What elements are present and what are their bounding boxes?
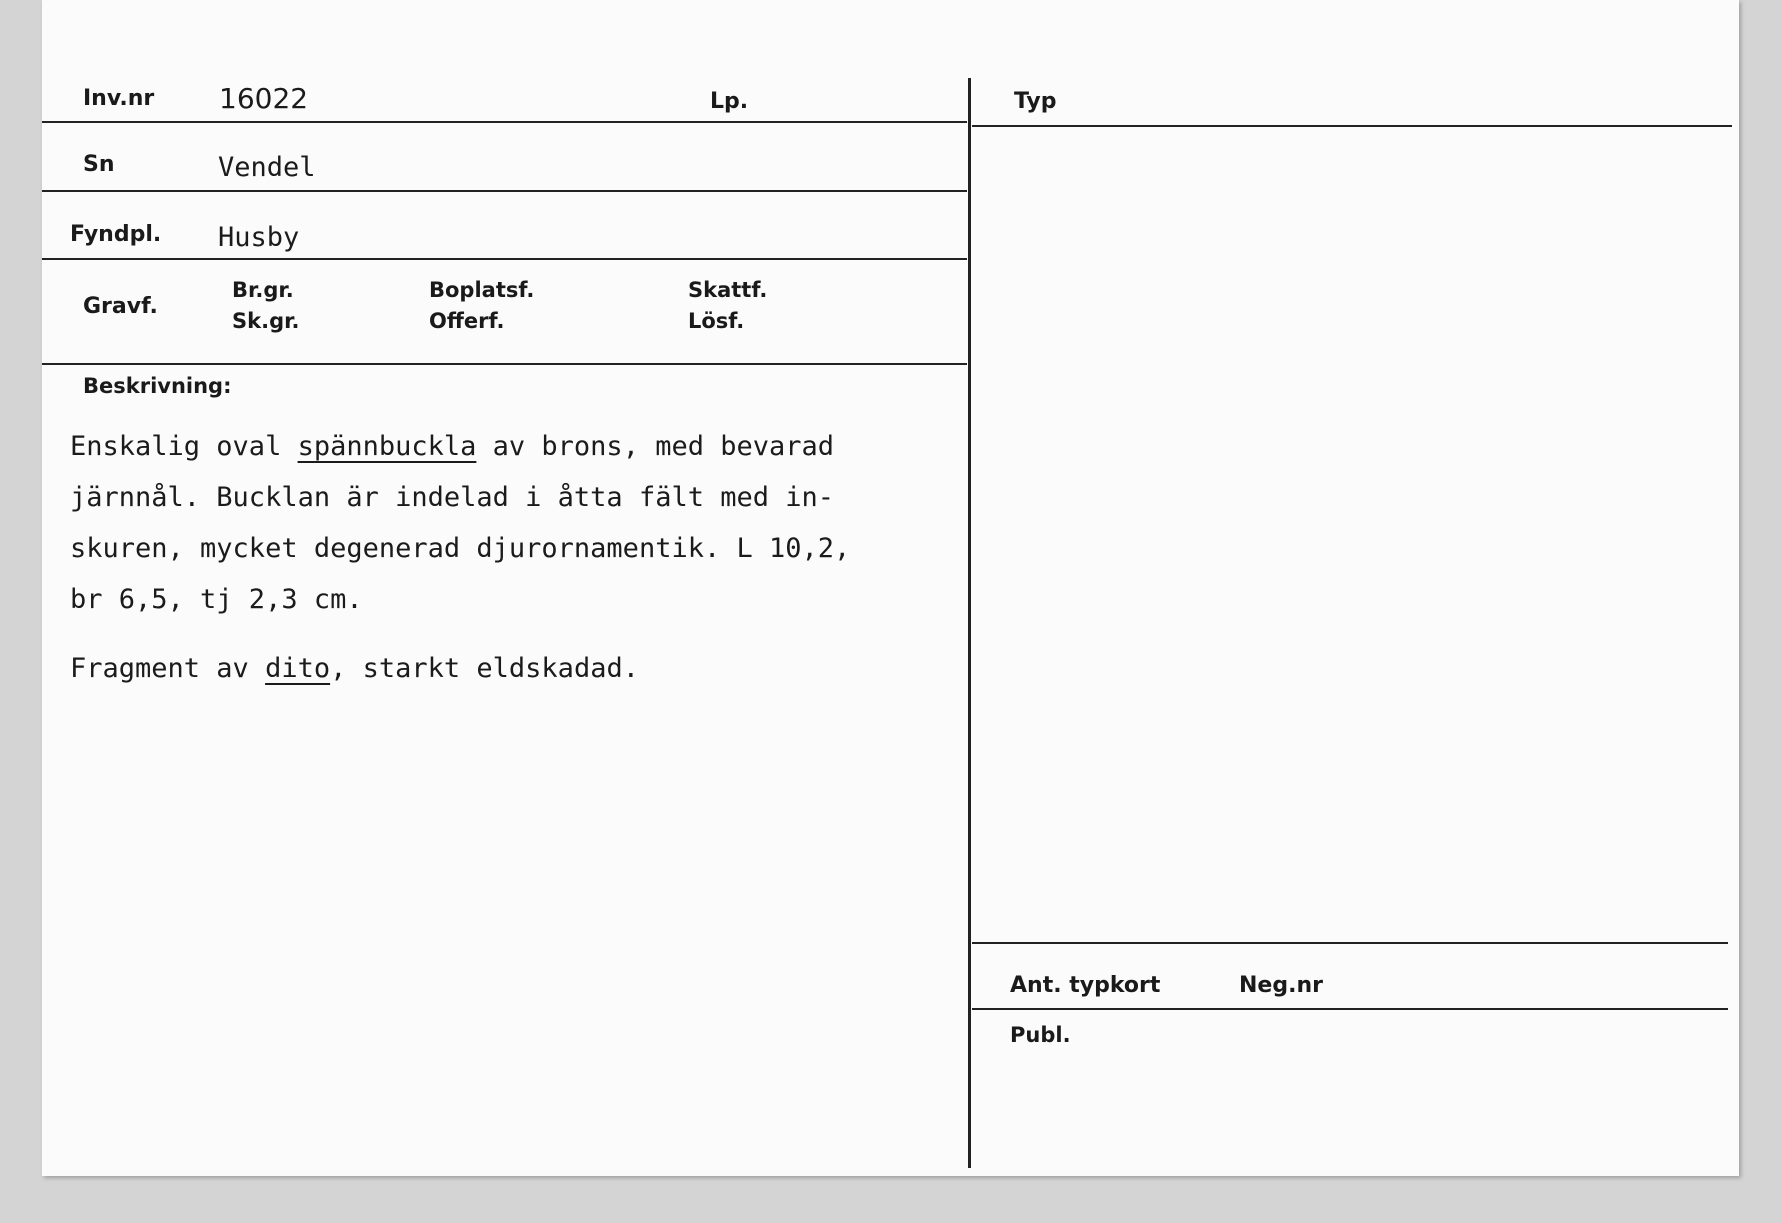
neg-nr-label: Neg.nr [1239, 973, 1323, 998]
divider-inv [42, 121, 967, 123]
description-line-4: br 6,5, tj 2,3 cm. [70, 584, 363, 615]
gravf-label: Gravf. [83, 294, 158, 319]
inv-nr-value: 16022 [219, 82, 309, 115]
boplatsf-label: Boplatsf. [429, 278, 535, 302]
typ-label: Typ [1014, 89, 1057, 114]
sn-label: Sn [83, 152, 115, 177]
description-text [70, 421, 970, 694]
fyndpl-value: Husby [218, 222, 300, 253]
lp-label: Lp. [710, 89, 749, 114]
divider-footer-top [972, 942, 1728, 944]
losf-label: Lösf. [688, 309, 745, 333]
divider-fyndpl [42, 258, 967, 260]
divider-footer-mid [972, 1008, 1728, 1010]
br-gr-label: Br.gr. [232, 278, 294, 302]
divider-gravf [42, 363, 967, 365]
beskrivning-label: Beskrivning: [83, 374, 232, 398]
skattf-label: Skattf. [688, 278, 768, 302]
publ-label: Publ. [1010, 1023, 1071, 1047]
description-line-2: järnnål. Bucklan är indelad i åtta fält med in- [70, 482, 835, 513]
underlined-term-2: dito [265, 653, 331, 684]
sn-value: Vendel [218, 152, 316, 183]
description-line-1: Enskalig oval spännbuckla av brons, med bevarad [70, 431, 835, 462]
description-line-3: skuren, mycket degenerad djurornamentik. L 10,2, [70, 533, 851, 564]
inv-nr-label: Inv.nr [83, 86, 155, 111]
divider-typ [972, 125, 1732, 127]
sk-gr-label: Sk.gr. [232, 309, 300, 333]
offerf-label: Offerf. [429, 309, 505, 333]
divider-sn [42, 190, 967, 192]
ant-typkort-label: Ant. typkort [1010, 973, 1161, 998]
underlined-term: spännbuckla [297, 431, 477, 462]
fyndpl-label: Fyndpl. [70, 222, 162, 247]
description-paragraph-2: Fragment av dito, starkt eldskadad. [70, 653, 639, 684]
